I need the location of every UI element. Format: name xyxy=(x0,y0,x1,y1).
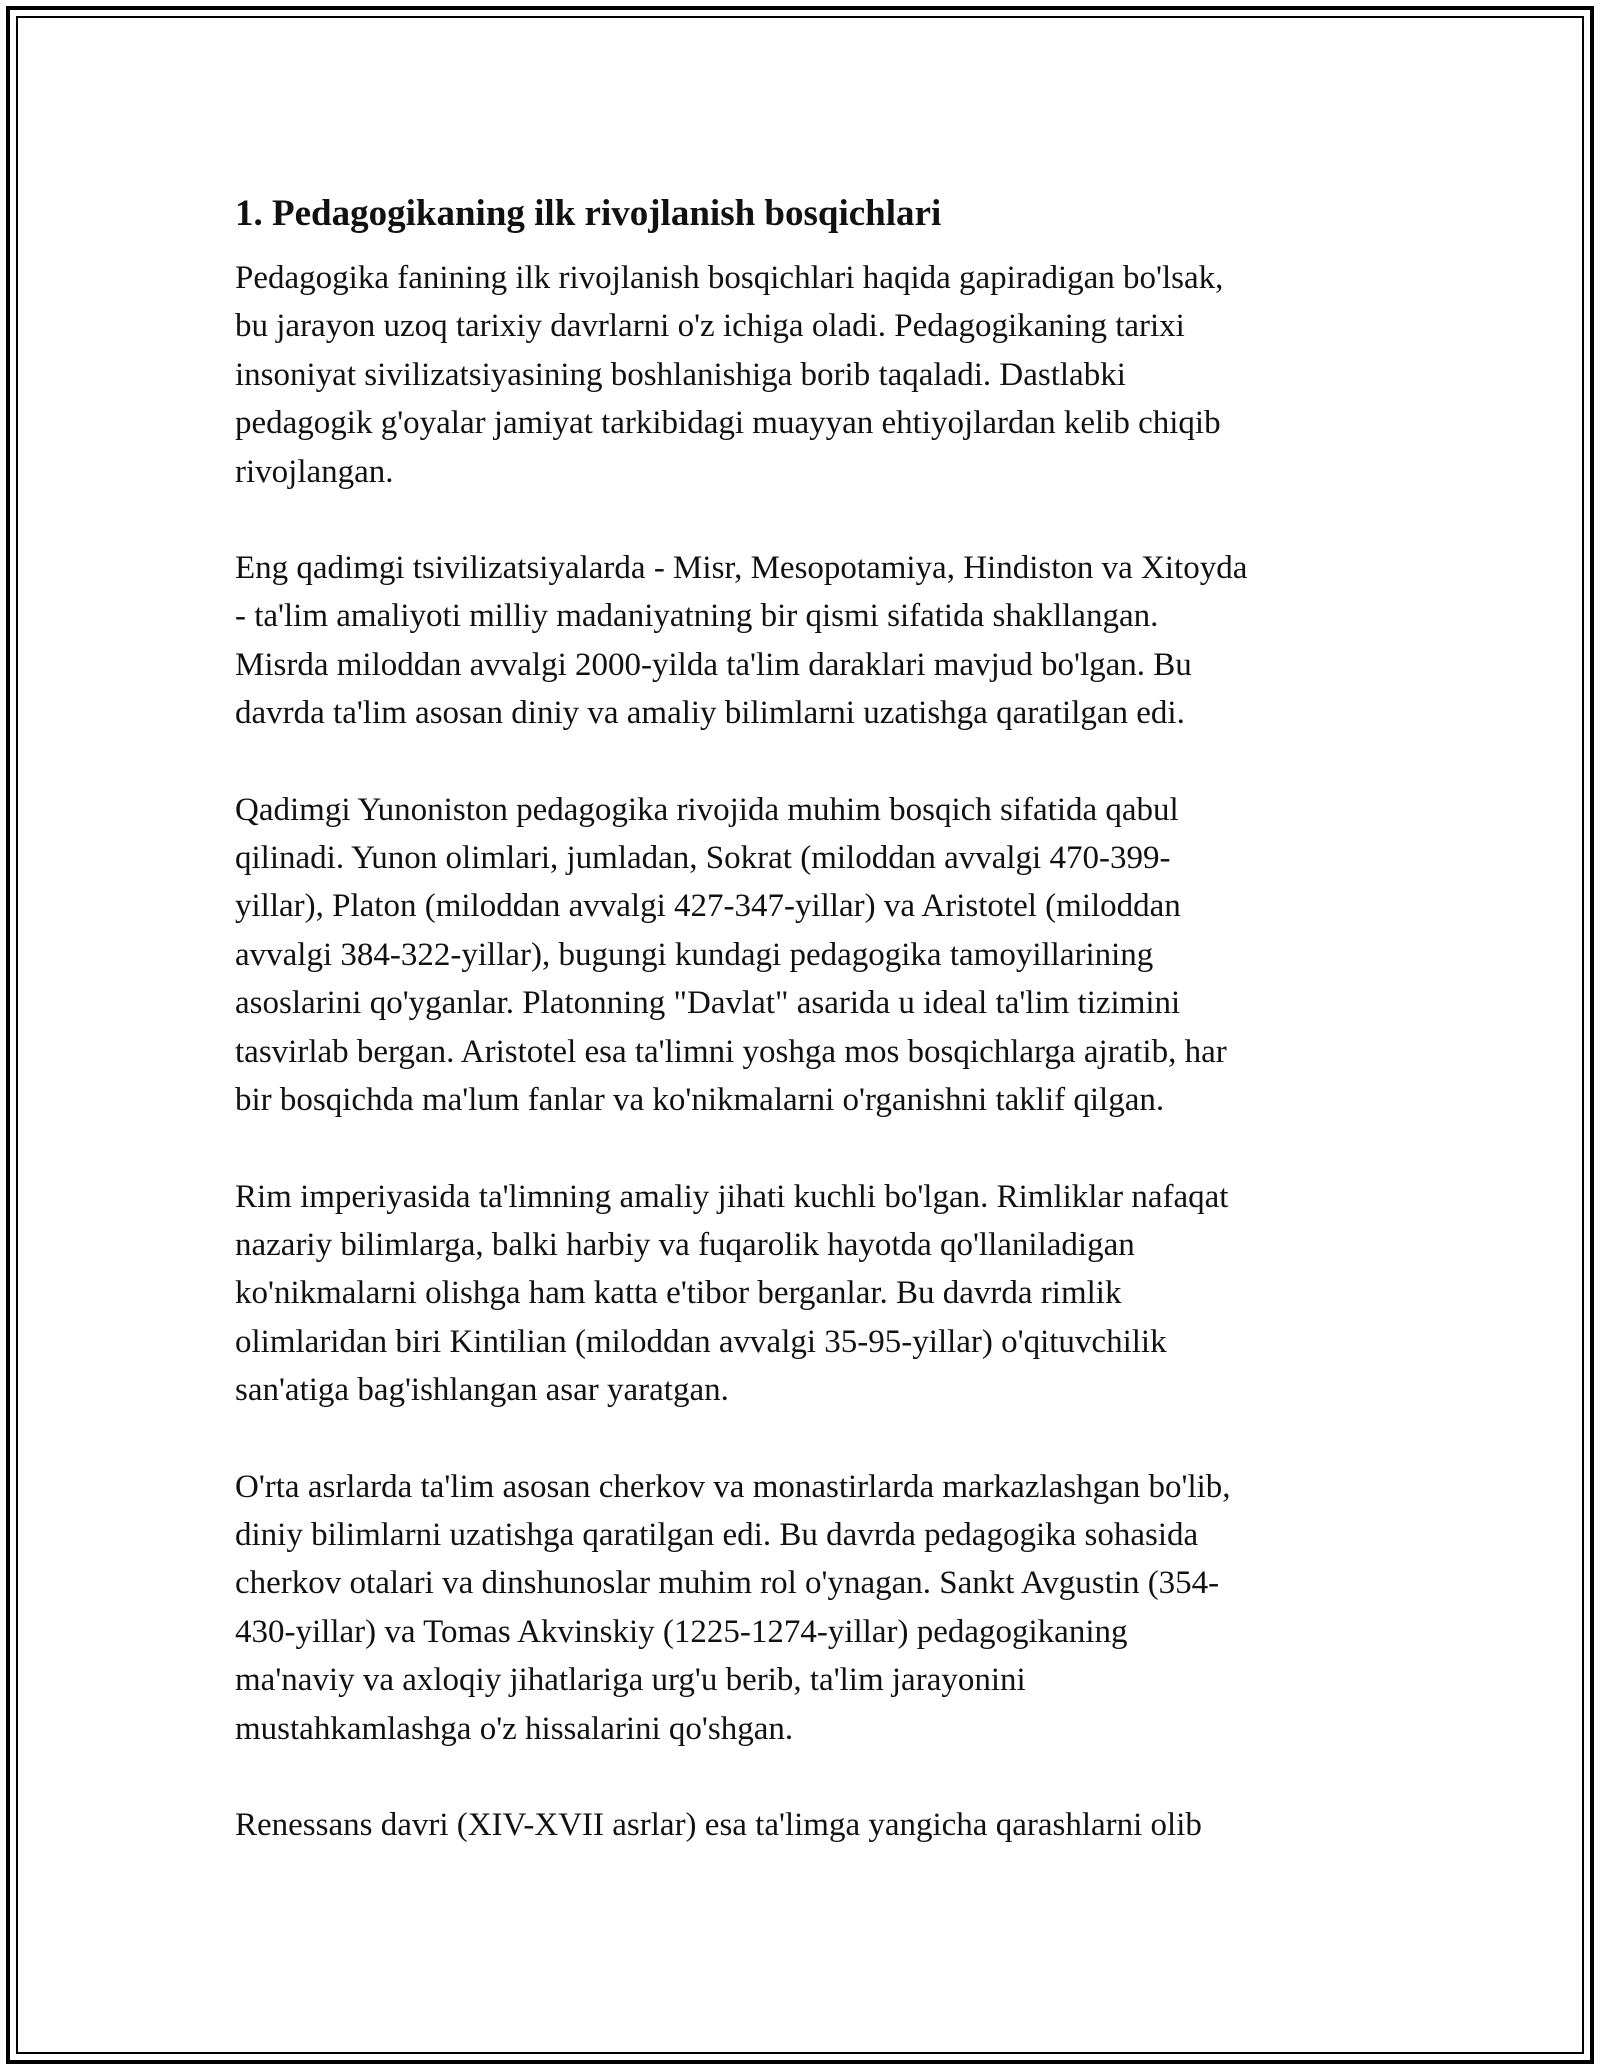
paragraph-line: avvalgi 384-322-yillar), bugungi kundagi pedagogika tamoyillarining xyxy=(235,936,1154,973)
paragraph-line: Qadimgi Yunoniston pedagogika rivojida muhim bosqich sifatida qabul xyxy=(235,791,1179,828)
paragraph-line: davrda ta'lim asosan diniy va amaliy bilimlarni uzatishga qaratilgan edi. xyxy=(235,695,1185,732)
paragraph-line: - ta'lim amaliyoti milliy madaniyatning bir qismi sifatida shakllangan. xyxy=(235,598,1159,635)
paragraph-line: asoslarini qo'yganlar. Platonning "Davlat" asarida u ideal ta'lim tizimini xyxy=(235,985,1181,1022)
body-paragraph xyxy=(235,254,1375,496)
paragraph-list xyxy=(235,254,1375,1849)
paragraph-line: rivojlangan. xyxy=(235,453,394,490)
paragraph-line: insoniyat sivilizatsiyasining boshlanishiga borib taqaladi. Dastlabki xyxy=(235,356,1126,393)
paragraph-line: san'atiga bag'ishlangan asar yaratgan. xyxy=(235,1372,729,1409)
paragraph-line: Pedagogika fanining ilk rivojlanish bosqichlari haqida gapiradigan bo'lsak, xyxy=(235,260,1224,296)
paragraph-line: bir bosqichda ma'lum fanlar va ko'nikmalarni o'rganishni taklif qilgan. xyxy=(235,1082,1165,1119)
paragraph-line: qilinadi. Yunon olimlari, jumladan, Sokrat (miloddan avvalgi 470-399- xyxy=(235,840,1171,877)
paragraph-line: diniy bilimlarni uzatishga qaratilgan edi. Bu davrda pedagogika sohasida xyxy=(235,1516,1199,1553)
body-paragraph xyxy=(235,544,1375,738)
paragraph-line: ma'naviy va axloqiy jihatlariga urg'u berib, ta'lim jarayonini xyxy=(235,1662,1026,1699)
paragraph-line: tasvirlab bergan. Aristotel esa ta'limni yoshga mos bosqichlarga ajratib, har xyxy=(235,1033,1227,1070)
paragraph-line: Misrda miloddan avvalgi 2000-yilda ta'lim daraklari mavjud bo'lgan. Bu xyxy=(235,646,1192,683)
paragraph-line: O'rta asrlarda ta'lim asosan cherkov va monastirlarda markazlashgan bo'lib, xyxy=(235,1468,1231,1505)
paragraph-line: Eng qadimgi tsivilizatsiyalarda - Misr, Mesopotamiya, Hindiston va Xitoyda xyxy=(235,550,1248,587)
body-paragraph xyxy=(235,786,1375,1125)
paragraph-line: Rim imperiyasida ta'limning amaliy jihati kuchli bo'lgan. Rimliklar nafaqat xyxy=(235,1178,1229,1215)
paragraph-line: yillar), Platon (miloddan avvalgi 427-347-yillar) va Aristotel (miloddan xyxy=(235,888,1181,925)
paragraph-line: pedagogik g'oyalar jamiyat tarkibidagi muayyan ehtiyojlardan kelib chiqib xyxy=(235,405,1221,442)
body-paragraph xyxy=(235,1173,1375,1415)
paragraph-line: nazariy bilimlarga, balki harbiy va fuqarolik hayotda qo'llaniladigan xyxy=(235,1226,1135,1263)
body-paragraph xyxy=(235,1463,1375,1753)
paragraph-line: olimlaridan biri Kintilian (miloddan avvalgi 35-95-yillar) o'qituvchilik xyxy=(235,1323,1167,1360)
section-heading: 1. Pedagogikaning ilk rivojlanish bosqichlari xyxy=(235,193,942,234)
paragraph-line: bu jarayon uzoq tarixiy davrlarni o'z ichiga oladi. Pedagogikaning tarixi xyxy=(235,308,1185,345)
paragraph-line: Renessans davri (XIV-XVII asrlar) esa ta'limga yangicha qarashlarni olib xyxy=(235,1806,1202,1843)
paragraph-line: 430-yillar) va Tomas Akvinskiy (1225-1274-yillar) pedagogikaning xyxy=(235,1613,1128,1650)
paragraph-line: ko'nikmalarni olishga ham katta e'tibor berganlar. Bu davrda rimlik xyxy=(235,1275,1122,1312)
document-body xyxy=(235,184,1375,1897)
paragraph-line: cherkov otalari va dinshunoslar muhim rol o'ynagan. Sankt Avgustin (354- xyxy=(235,1565,1220,1602)
body-paragraph xyxy=(235,1801,1375,1849)
paragraph-line: mustahkamlashga o'z hissalarini qo'shgan. xyxy=(235,1710,794,1747)
